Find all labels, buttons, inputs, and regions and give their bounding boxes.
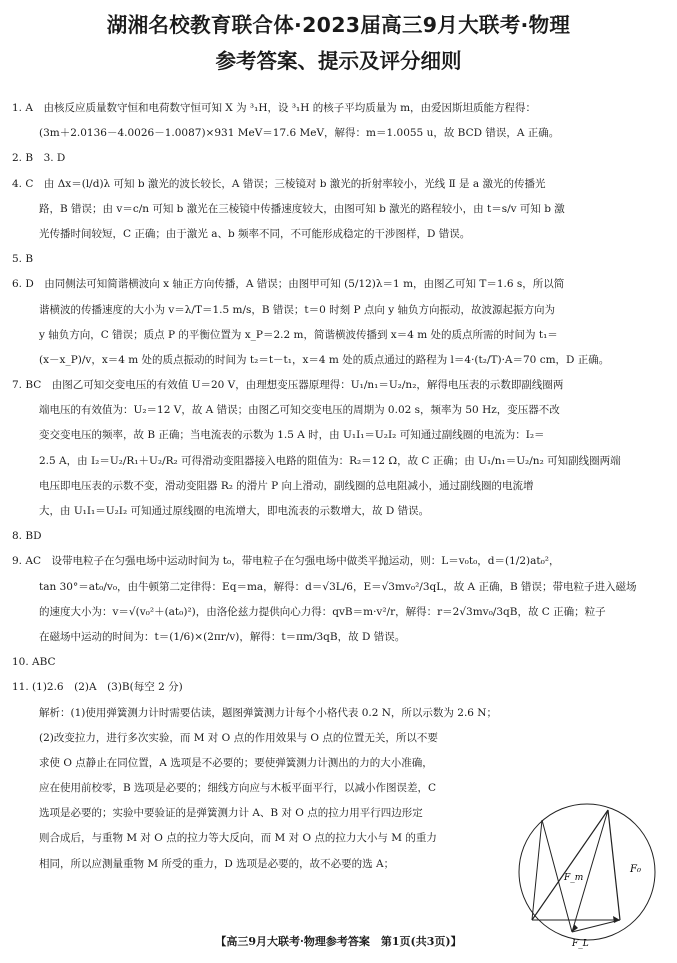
answer-line: 7. BC 由图乙可知交变电压的有效值 U＝20 V，由理想变压器原理得：U₁/n₁＝U₂/n₂，解得电压表的示数即副线圈两: [12, 379, 564, 392]
answer-content: [12, 96, 672, 877]
answer-line: 电压即电压表的示数不变，滑动变阻器 R₂ 的滑片 P 向上滑动，副线圈的总电阻减小，通过副线圈的电流增: [39, 479, 534, 492]
answer-line: 10. ABC: [12, 656, 56, 669]
label-f0: F₀: [630, 864, 641, 875]
answer-line: 1. A 由核反应质量数守恒和电荷数守恒可知 X 为 ³₁H，设 ³₁H 的核子平均质量为 m，由爱因斯坦质能方程得：: [12, 102, 537, 114]
document-title: 湖湘名校教育联合体·2023届高三9月大联考·物理: [106, 13, 571, 37]
answer-line: 11. (1)2.6 (2)A (3)B(每空 2 分): [12, 681, 183, 694]
answer-line: 光传播时间较短，C 正确；由于激光 a、b 频率不同，不可能形成稳定的干涉图样，D 错误。: [39, 227, 471, 240]
document-subtitle: 参考答案、提示及评分细则: [215, 49, 462, 73]
answer-line: 4. C 由 Δx＝(l/d)λ 可知 b 激光的波长较长，A 错误；三棱镜对 b 激光的折射率较小，光线 Ⅱ 是 a 激光的传播光: [12, 177, 546, 190]
answer-line: (x－x_P)/v，x＝4 m 处的质点振动的时间为 t₂＝t－t₁，x＝4 m 处的质点通过的路程为 l＝4·(t₂/T)·A＝70 cm，D 正确。: [39, 353, 610, 366]
page-footer: 【高三9月大联考·物理参考答案 第1页(共3页)】: [215, 935, 462, 948]
answer-line: 2.5 A，由 I₂＝U₂/R₁＋U₂/R₂ 可得滑动变阻器接入电路的阻值为：R₂＝12 Ω，故 C 正确；由 U₁/n₁＝U₂/n₂ 可知副线圈两端: [39, 454, 621, 467]
answer-line: 端电压的有效值为：U₂＝12 V，故 A 错误；由图乙可知交变电压的周期为 0.02 s，频率为 50 Hz，变压器不改: [39, 404, 560, 417]
answer-line: 求使 O 点静止在同位置，A 选项是不必要的；要使弹簧测力计测出的力的大小准确，: [39, 756, 433, 769]
answer-line: (3m＋2.0136－4.0026－1.0087)×931 MeV＝17.6 MeV，解得：m＝1.0055 u，故 BCD 错误，A 正确。: [39, 127, 560, 140]
answer-line: 5. B: [12, 253, 34, 266]
answer-line: 8. BD: [12, 530, 42, 543]
answer-line: 6. D 由同侧法可知简谐横波向 x 轴正方向传播，A 错误；由图甲可知 (5/12)λ＝1 m，由图乙可知 T＝1.6 s，所以简: [12, 278, 565, 291]
answer-line: 应在使用前校零，B 选项是必要的；细线方向应与木板平面平行，以减小作图误差，C: [39, 782, 437, 795]
answer-line: 的速度大小为：v＝√(v₀²＋(at₀)²)，由洛伦兹力提供向心力得：qvB＝m·v²/r，解得：r＝2√3mv₀/3qB，故 C 正确；粒子: [39, 605, 606, 618]
answer-line: 谐横波的传播速度的大小为 v＝λ/T＝1.5 m/s，B 错误；t＝0 时刻 P 点向 y 轴负方向振动，故波源起振方向为: [39, 303, 556, 316]
force-diagram: [512, 800, 662, 950]
answer-line: 9. AC 设带电粒子在匀强电场中运动时间为 t₀，带电粒子在匀强电场中做类平抛运动，则：L＝v₀t₀，d＝(1/2)at₀²，: [12, 555, 560, 568]
answer-line: 解析：(1)使用弹簧测力计时需要估读，题图弹簧测力计每个小格代表 0.2 N，所以示数为 2.6 N；: [39, 706, 497, 719]
answer-line: 路，B 错误；由 v＝c/n 可知 b 激光在三棱镜中传播速度较大，由图可知 b 激光的路程较小，由 t＝s/v 可知 b 激: [39, 202, 565, 215]
answer-line: 选项是必要的；实验中要验证的是弹簧测力计 A、B 对 O 点的拉力用平行四边形定: [39, 807, 423, 820]
answer-line: 相同，所以应测量重物 M 所受的重力，D 选项是必要的，故不必要的选 A；: [39, 857, 395, 870]
label-fl: F_L: [572, 939, 589, 949]
answer-line: (2)改变拉力，进行多次实验，而 M 对 O 点的作用效果与 O 点的位置无关，所以不要: [39, 731, 438, 744]
answer-line: y 轴负方向，C 错误；质点 P 的平衡位置为 x_P＝2.2 m，简谐横波传播到 x＝4 m 处的质点所需的时间为 t₁＝: [39, 328, 558, 341]
answer-line: tan 30°＝at₀/v₀，由牛顿第二定律得：Eq＝ma，解得：d＝√3L/6，E＝√3mv₀²/3qL，故 A 正确，B 错误；带电粒子进入磁场: [39, 580, 637, 593]
answer-line: 变交变电压的频率，故 B 正确；当电流表的示数为 1.5 A 时，由 U₁I₁＝U₂I₂ 可知通过副线圈的电流为：I₂＝: [39, 429, 545, 442]
answer-line: 则合成后，与重物 M 对 O 点的拉力等大反向，而 M 对 O 点的拉力大小与 M 的重力: [39, 832, 437, 845]
label-fm: F_m: [564, 873, 584, 883]
answer-line: 大，由 U₁I₁＝U₂I₂ 可知通过原线圈的电流增大，即电流表的示数增大，故 D 错误。: [39, 505, 430, 517]
answer-line: 在磁场中运动的时间为：t＝(1/6)×(2πr/v)，解得：t＝πm/3qB，故 D 错误。: [39, 630, 406, 643]
answer-line: 2. B 3. D: [12, 152, 66, 165]
